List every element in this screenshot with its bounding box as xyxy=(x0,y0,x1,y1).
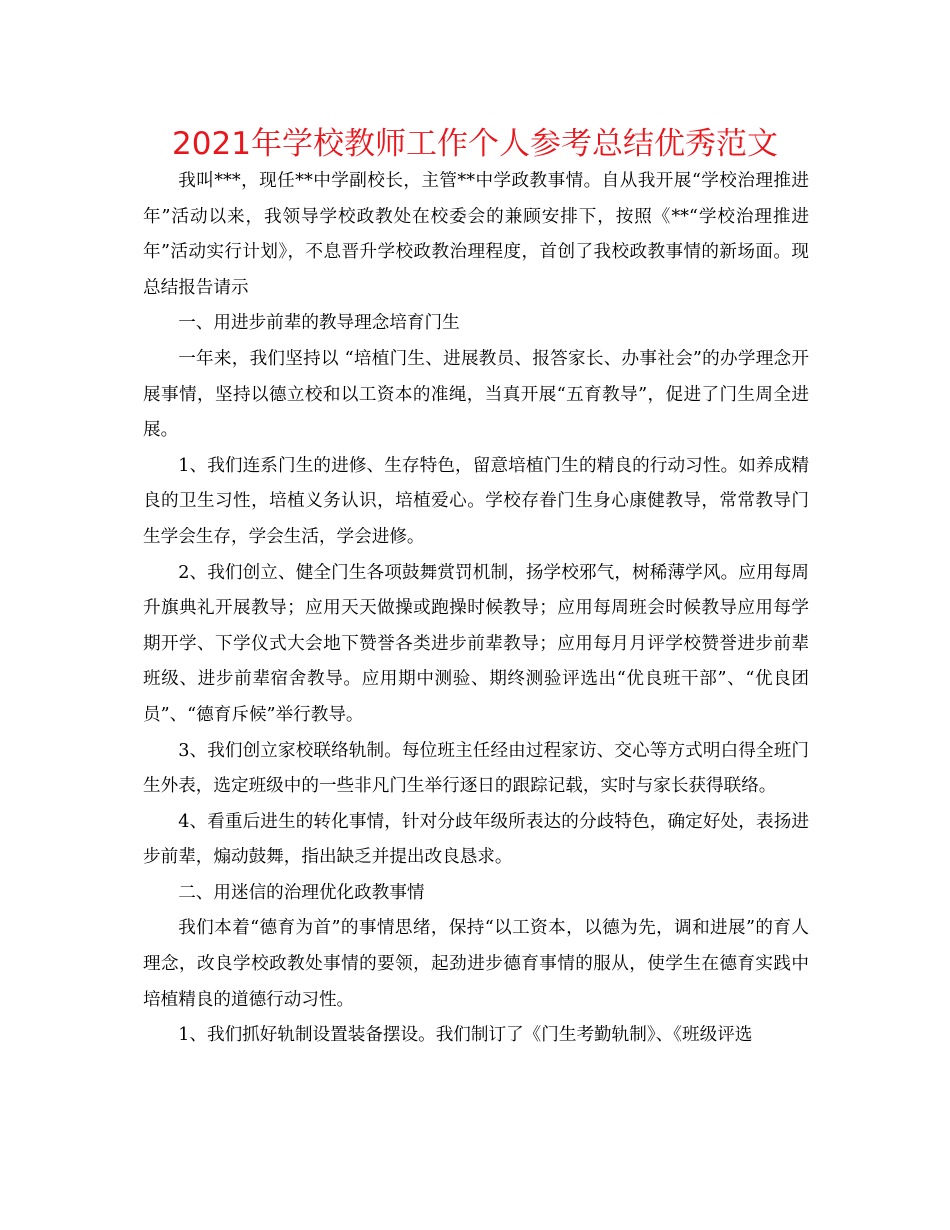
list-item-1: 1、我们抓好轨制设置装备摆设。我们制订了《门生考勤轨制》、《班级评选 xyxy=(178,1025,753,1046)
paragraph: 我们本着“德育为首”的事情思绪，保持“以工资本，以德为先，调和进展”的育人理念，改良学校政教处事情的要领，起劲进步德育事情的服从，使学生在德育实践中培植精良的道德行动习性。 xyxy=(143,918,809,1010)
list-item-3: 3、我们创立家校联络轨制。每位班主任经由过程家访、交心等方式明白得全班门生外表，选定班级中的一些非凡门生举行逐日的跟踪记载，实时与家长获得联络。 xyxy=(143,740,809,797)
section-heading-2: 二、用迷信的治理优化政教事情 xyxy=(178,882,425,903)
document-body xyxy=(143,164,809,1054)
list-item-4: 4、看重后进生的转化事情，针对分歧年级所表达的分歧特色，确定好处，表扬进步前辈，煽动鼓舞，指出缺乏并提出改良恳求。 xyxy=(143,811,809,868)
document-title: 2021年学校教师工作个人参考总结优秀范文 xyxy=(172,126,778,162)
paragraph-intro: 我叫***，现任**中学副校长，主管**中学政教事情。自从我开展“学校治理推进年”活动以来，我领导学校政教处在校委会的兼顾安排下，按照《**“学校治理推进年”活动实行计划》，不息晋升学校政教治理程度，首创了我校政教事情的新场面。现总结报告请示 xyxy=(143,171,809,298)
list-item-1: 1、我们连系门生的进修、生存特色，留意培植门生的精良的行动习性。如养成精良的卫生习性，培植义务认识，培植爱心。学校存眷门生身心康健教导，常常教导门生学会生存，学会生活，学会进修。 xyxy=(143,455,809,547)
list-item-2: 2、我们创立、健全门生各项鼓舞赏罚机制，扬学校邪气，树稀薄学风。应用每周升旗典礼开展教导；应用天天做操或跑操时候教导；应用每周班会时候教导应用每学期开学、下学仪式大会地下赞誉各类进步前辈教导；应用每月月评学校赞誉进步前辈班级、进步前辈宿舍教导。应用期中测验、期终测验评选出“优良班干部”、“优良团员”、“德育斥候”举行教导。 xyxy=(143,562,809,725)
paragraph: 一年来，我们坚持以 “培植门生、进展教员、报答家长、办事社会”的办学理念开展事情，坚持以德立校和以工资本的准绳，当真开展“五育教导”，促进了门生周全进展。 xyxy=(143,348,809,441)
section-heading-1: 一、用进步前辈的教导理念培育门生 xyxy=(178,313,460,334)
